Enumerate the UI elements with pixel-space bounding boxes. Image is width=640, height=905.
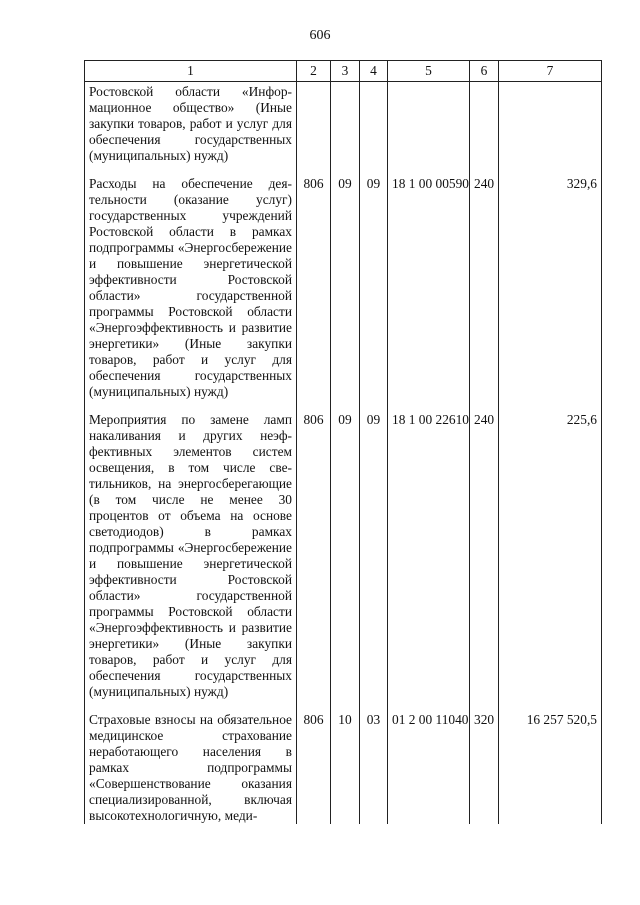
column-header-1: 1 xyxy=(85,61,297,82)
expense-type-code xyxy=(470,82,499,175)
row-description: Расходы на обеспечение деятельности (оказание услуг) государственных учреждений Ростовской области в рамках подпрограммы «Энергосбережение и повышение энергетической эффективности Ростовской области» государственной программы Ростовской области «Энергоэффективность и развитие энергетики» (Иные закупки товаров, работ и услуг для обеспечения государственных (муниципальных) нужд) xyxy=(85,174,297,410)
table-row xyxy=(85,174,602,410)
table-row xyxy=(85,82,602,175)
row-description: Страховые взносы на обязательное медицинское страхование неработающего населения в рамках подпрограммы «Совершенствование оказания специализированной, включая высокотехнологичную, меди- xyxy=(85,710,297,824)
table-row xyxy=(85,410,602,710)
subsection-code xyxy=(360,82,388,175)
table-header-row xyxy=(85,61,602,82)
column-header-5: 5 xyxy=(388,61,470,82)
column-header-7: 7 xyxy=(499,61,602,82)
expense-type-code: 240 xyxy=(470,174,499,410)
expense-type-code: 320 xyxy=(470,710,499,824)
section-code: 09 xyxy=(331,174,360,410)
subsection-code: 03 xyxy=(360,710,388,824)
row-description: Мероприятия по замене ламп накаливания и других неэффективных элементов систем освещения, в том числе светильников, на энергосберегающие (в том числе не менее 30 процентов от объема на основе светодиодов) в рамках подпрограммы «Энергосбережение и повышение энергетической эффективности Ростовской области» государственной программы Ростовской области «Энергоэффективность и развитие энергетики» (Иные закупки товаров, работ и услуг для обеспечения государственных (муниципальных) нужд) xyxy=(85,410,297,710)
target-article-code xyxy=(388,82,470,175)
target-article-code: 01 2 00 11040 xyxy=(388,710,470,824)
subsection-code: 09 xyxy=(360,174,388,410)
target-article-code: 18 1 00 22610 xyxy=(388,410,470,710)
target-article-code: 18 1 00 00590 xyxy=(388,174,470,410)
budget-table xyxy=(84,60,602,824)
ministry-code: 806 xyxy=(297,174,331,410)
section-code: 09 xyxy=(331,410,360,710)
table-row xyxy=(85,710,602,824)
amount xyxy=(499,82,602,175)
ministry-code xyxy=(297,82,331,175)
ministry-code: 806 xyxy=(297,410,331,710)
amount: 225,6 xyxy=(499,410,602,710)
section-code xyxy=(331,82,360,175)
page-number: 606 xyxy=(309,28,331,43)
ministry-code: 806 xyxy=(297,710,331,824)
column-header-2: 2 xyxy=(297,61,331,82)
subsection-code: 09 xyxy=(360,410,388,710)
amount: 329,6 xyxy=(499,174,602,410)
section-code: 10 xyxy=(331,710,360,824)
amount: 16 257 520,5 xyxy=(499,710,602,824)
expense-type-code: 240 xyxy=(470,410,499,710)
column-header-3: 3 xyxy=(331,61,360,82)
column-header-6: 6 xyxy=(470,61,499,82)
column-header-4: 4 xyxy=(360,61,388,82)
row-description: Ростовской области «Информационное общество» (Иные закупки товаров, работ и услуг для обеспечения государственных (муниципальных) нужд) xyxy=(85,82,297,175)
